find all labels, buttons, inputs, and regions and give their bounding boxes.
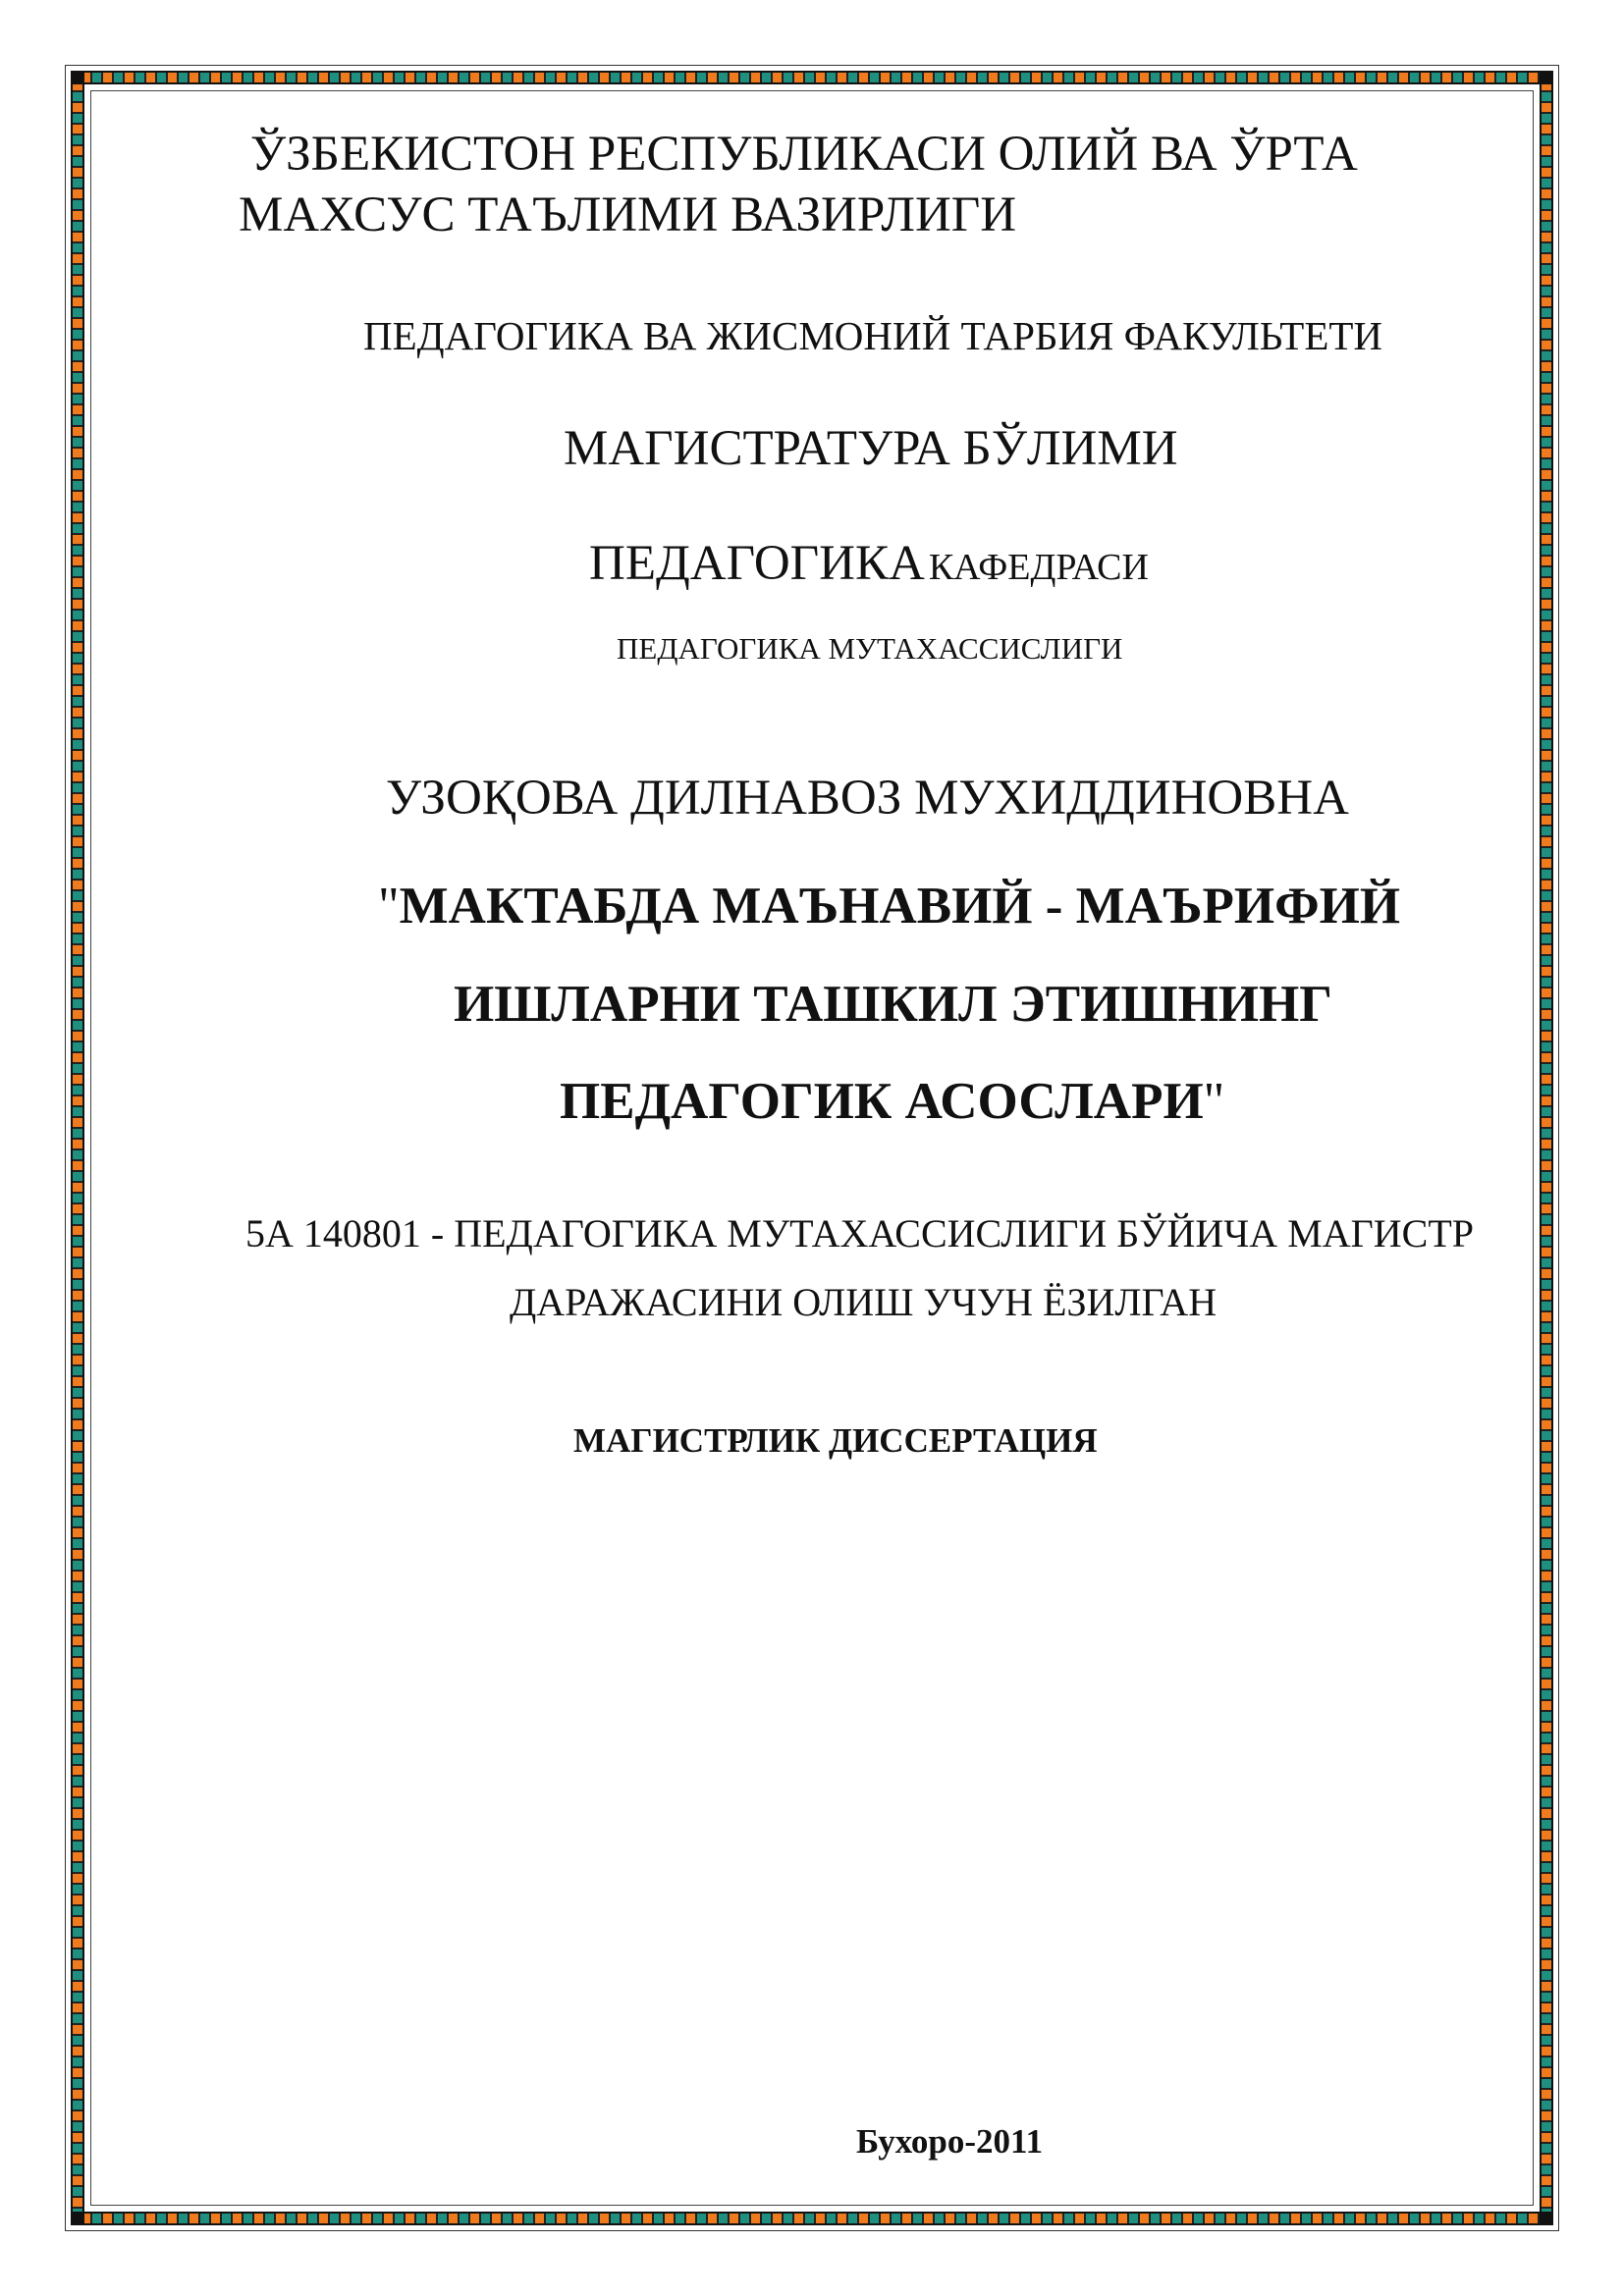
degree-line-1: 5А 140801 - ПЕДАГОГИКА МУТАХАССИСЛИГИ БЎЙИЧА МАГИСТР — [245, 1211, 1475, 1255]
border-corner-bottom-left — [71, 2212, 84, 2225]
degree-line-2: ДАРАЖАСИНИ ОЛИШ УЧУН ЁЗИЛГАН — [510, 1280, 1217, 1324]
decorative-border-top — [71, 71, 1553, 84]
ministry-line-1: ЎЗБЕКИСТОН РЕСПУБЛИКАСИ ОЛИЙ ВА ЎРТА — [250, 127, 1358, 182]
decorative-border-left — [71, 71, 84, 2225]
faculty-name: ПЕДАГОГИКА ВА ЖИСМОНИЙ ТАРБИЯ ФАКУЛЬТЕТИ — [363, 313, 1383, 358]
page-border-inner — [90, 90, 1534, 2206]
title-line-3 — [560, 1072, 1224, 1131]
chair-main: ПЕДАГОГИКА — [589, 536, 925, 591]
chair-suffix: КАФЕДРАСИ — [928, 547, 1149, 588]
department-name: МАГИСТРАТУРА БЎЛИМИ — [564, 421, 1178, 476]
title-line-1-text: МАКТАБДА МАЪНАВИЙ - МАЪРИФИЙ — [399, 878, 1401, 934]
title-open-quote: " — [378, 878, 400, 934]
border-corner-top-right — [1540, 71, 1553, 84]
title-line-2: ИШЛАРНИ ТАШКИЛ ЭТИШНИНГ — [454, 976, 1332, 1033]
decorative-border-right — [1540, 71, 1553, 2225]
border-corner-bottom-right — [1540, 2212, 1553, 2225]
decorative-border-bottom — [71, 2212, 1553, 2225]
work-type: МАГИСТРЛИК ДИССЕРТАЦИЯ — [573, 1421, 1098, 1460]
title-line-1 — [378, 877, 1400, 935]
title-close-quote: " — [1203, 1073, 1225, 1130]
ministry-line-2: МАХСУС ТАЪЛИМИ ВАЗИРЛИГИ — [239, 187, 1017, 242]
title-line-3-text: ПЕДАГОГИК АСОСЛАРИ — [560, 1073, 1204, 1130]
place-year: Бухоро-2011 — [856, 2122, 1044, 2161]
chair-line — [589, 535, 1149, 592]
specialty-name: ПЕДАГОГИКА МУТАХАССИСЛИГИ — [617, 631, 1123, 666]
border-corner-top-left — [71, 71, 84, 84]
author-name: УЗОҚОВА ДИЛНАВОЗ МУХИДДИНОВНА — [386, 771, 1349, 826]
